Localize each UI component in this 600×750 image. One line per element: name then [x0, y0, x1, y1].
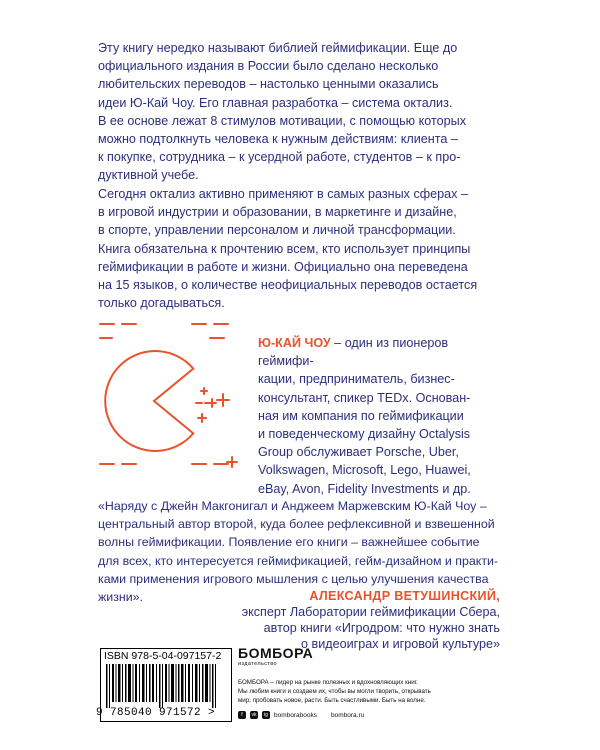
quote-attribution	[180, 588, 500, 652]
text-line: только догадываться.	[98, 296, 225, 311]
text-line: Group обслуживает Porsche, Uber,	[258, 445, 459, 460]
pacman-graphic-icon	[92, 316, 252, 476]
reviewer-role: эксперт Лаборатории геймификации Сбера,	[241, 605, 500, 619]
vk-icon: vk	[251, 712, 257, 719]
publisher-logo: БОМБОРА	[238, 645, 314, 661]
text-line: eBay, Avon, Fidelity Investments и др.	[258, 481, 471, 496]
barcode-digits: 9 785040 971572 >	[96, 707, 216, 719]
publisher-description	[238, 679, 500, 705]
text-line: можно подтолкнуть человека к нужным действиям: клиента –	[98, 132, 458, 147]
text-line: идеи Ю-Кай Чоу. Его главная разработка – система октализ.	[98, 95, 453, 110]
isbn-number: ISBN 978-5-04-097157-2	[104, 650, 222, 662]
publisher-website: bombora.ru	[331, 711, 365, 719]
description-paragraph-2	[98, 185, 498, 312]
reviewer-role: о видеоиграх и игровой культуре»	[301, 637, 500, 651]
barcode-icon	[104, 664, 226, 708]
text-line: волны геймификации. Появление его книги – важнейшее событие	[98, 535, 480, 550]
text-line: ная им компания по геймификации	[258, 408, 464, 423]
text-line: «Наряду с Джейн Макгонигал и Анджеем Маржевским Ю-Кай Чоу –	[98, 499, 487, 513]
text-line: Книга обязательна к прочтению всем, кто использует принципы	[98, 241, 471, 256]
text-line: БОМБОРА – лидер на рынке полезных и вдохновляющих книг.	[238, 679, 418, 686]
facebook-icon: f	[238, 711, 246, 719]
text-line: ками применения игрового мышления с целью улучшения качества	[98, 571, 489, 586]
text-line: консультант, спикер TEDx. Основан-	[258, 390, 471, 405]
text-line: В ее основе лежат 8 стимулов мотивации, с помощью которых	[98, 113, 466, 128]
text-line: жизни».	[98, 590, 143, 605]
text-line: для всех, кто интересуется геймификацией, гейм-дизайном и практи-	[98, 553, 499, 568]
text-line: центральный автор второй, куда более рефлексивной и взвешенной	[98, 517, 495, 532]
text-line: Эту книгу нередко называют библией геймификации. Еще до	[98, 41, 458, 55]
instagram-icon: ig	[262, 711, 270, 719]
reviewer-role: автор книги «Игродром: что нужно знать	[263, 621, 500, 635]
text-line: в спорте, управлении персоналом и личной трансформации.	[98, 223, 456, 238]
text-line: Сегодня октализ активно применяют в самых разных сферах –	[98, 187, 468, 201]
text-line: любительских переводов – настолько ценными оказались	[98, 77, 439, 92]
text-line: Volkswagen, Microsoft, Lego, Huawei,	[258, 463, 471, 478]
text-line: – один из пионеров геймифи-	[258, 336, 449, 369]
text-line: дуктивной учебе.	[98, 168, 199, 183]
text-line: и поведенческому дизайну Octalysis	[258, 427, 471, 442]
text-line: официального издания в России было сделано несколько	[98, 59, 439, 74]
reviewer-name: АЛЕКСАНДР ВЕТУШИНСКИЙ,	[309, 589, 500, 603]
text-line: кации, предприниматель, бизнес-	[258, 372, 455, 387]
text-line: к покупке, сотрудника – к усердной работе, студентов – к про-	[98, 150, 461, 165]
publisher-handle: bomborabooks	[274, 711, 317, 719]
author-bio	[258, 334, 500, 498]
text-line: в игровой индустрии и образовании, в маркетинге и дизайне,	[98, 205, 457, 220]
text-line: на 15 языков, о количестве неофициальных переводов остается	[98, 278, 478, 293]
publisher-block	[238, 646, 500, 719]
publisher-logo-subtitle: издательство	[238, 661, 278, 667]
author-name: Ю-КАЙ ЧОУ	[258, 336, 331, 350]
text-line: мир, пробовать новое, расти. Быть счастливыми. Быть на волне.	[238, 696, 426, 704]
description-paragraph-1	[98, 39, 498, 185]
text-line: геймификации в работе и жизни. Официально она переведена	[98, 259, 468, 274]
publisher-social	[238, 711, 500, 719]
text-line: Мы любим книги и создаем их, чтобы вы могли творить, открывать	[238, 687, 431, 695]
